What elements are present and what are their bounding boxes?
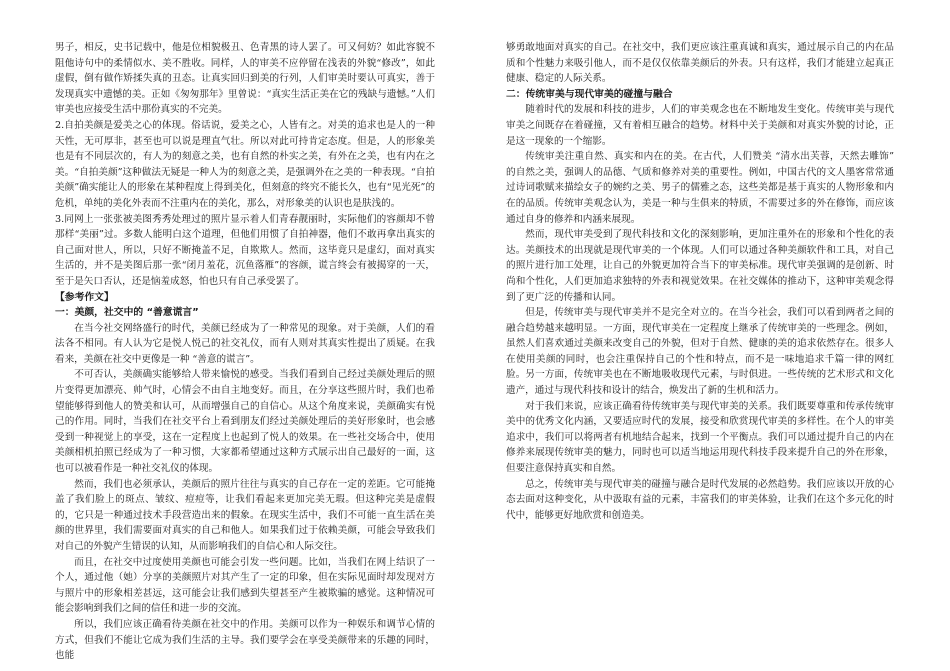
intro-paragraph: 男子，相反，史书记载中，他是位相貌极丑、色青黑的诗人罢了。可又何妨？如此容貌不阻他诗句中的柔情似水、美不胜收。同样，人的审美不应停留在浅表的外貌“修改”，如此虚假，倒有做作矫揉失真的丑态。让真实回归到美的行列，人们审美时要认可真实，善于发现真实中遗憾的美。正如《匆匆那年》里曾说：“真实生活正美在它的残缺与遗憾。”人们审美也应接受生活中那份真实的不完美。 [55,42,435,116]
analysis-point-3: 3.同网上一张张被美图秀秀处理过的照片显示着人们青春靓丽时，实际他们的容颜却不曾那样“美丽”过。多数人能明白这个道理，但他们用惯了自拍神器，他们不敢再拿出真实的自己面对世人，所以，只好不断掩盖不足，自欺欺人。然而，这毕竟只是虚幻，面对真实生活的，并不是美图后那一张“闭月羞花，沉鱼落雁”的容颜，谎言终会有被揭穿的一天，至于是矢口否认，还是恼羞成怒，怕也只有自己承受罢了。 [55,213,435,287]
section-2-paragraph: 总之，传统审美与现代审美的碰撞与融合是时代发展的必然趋势。我们应该以开放的心态去面对这种变化，从中汲取有益的元素，丰富我们的审美体验，让我们在这个多元化的时代中，能够更好地欣赏和创造美。 [506,478,894,521]
section-1-paragraph: 不可否认，美颜确实能够给人带来愉悦的感受。当我们看到自己经过美颜处理后的照片变得更加漂亮、帅气时，心情会不由自主地变好。而且，在分享这些照片时，我们也希望能够得到他人的赞美和认可，从而增强自己的自信心。从这个角度来说，美颜确实有悦己的作用。同时，当我们在社交平台上看到朋友们经过美颜处理后的美好形象时，也会感受到一种视觉上的享受，这在一定程度上也起到了悦人的效果。在一些社交场合中，使用美颜相机拍照已经成为了一种习惯，大家都希望通过这种方式展示出自己最好的一面，这也可以被看作是一种社交礼仪的体现。 [55,369,435,475]
reference-essay-heading: 【参考作文】 [55,291,114,303]
analysis-point-2: 2.自拍美颜是爱美之心的体现。俗话说，爱美之心，人皆有之。对美的追求也是人的一种天性，无可厚非，甚至也可以说是理直气壮。所以对此可持肯定态度。但是，人的形象美也是有不同层次的，有人为的刻意之美，也有自然的朴实之美，有外在之美，也有内在之美。“自拍美颜”这种做法无疑是一种人为的刻意之美，是强调外在之美的一种表现。“自拍美颜”确实能让人的形象在某种程度上得到美化，但刻意的终究不能长久，也有“见光死”的危机，单纯的美化外表而不注重内在的美化，那么，对形象美的认识也是肤浅的。 [55,119,435,209]
section-1-heading: 一：美颜，社交中的 “善意谎言” [55,307,199,319]
section-1-paragraph: 而且，在社交中过度使用美颜也可能会引发一些问题。比如，当我们在网上结识了一个人，通过他（她）分享的美颜照片对其产生了一定的印象，但在实际见面时却发现对方与照片中的形象相差甚远，这可能会让我们感到失望甚至产生被欺骗的感觉。这种情况可能会影响到我们之间的信任和进一步的交流。 [55,556,435,615]
section-2-paragraph: 然而，现代审美受到了现代科技和文化的深刻影响，更加注重外在的形象和个性化的表达。美颜技术的出现就是现代审美的一个体现。人们可以通过各种美颜软件和工具，对自己的照片进行加工处理，让自己的外貌更加符合当下的审美标准。现代审美强调的是创新、时尚和个性化，人们更加追求独特的外表和视觉效果。在社交媒体的推动下，这种审美观念得到了更广泛的传播和认同。 [506,229,894,303]
section-2-paragraph: 随着时代的发展和科技的进步，人们的审美观念也在不断地发生变化。传统审美与现代审美之间既存在着碰撞，又有着相互融合的趋势。材料中关于美颜和对真实外貌的讨论，正是这一现象的一个缩影。 [506,104,894,147]
section-2-paragraph: 对于我们来说，应该正确看待传统审美与现代审美的关系。我们既要尊重和传承传统审美中的优秀文化内涵，又要适应时代的发展，接受和欣赏现代审美的多样性。在个人的审美追求中，我们可以将两者有机地结合起来，找到一个平衡点。我们可以通过提升自己的内在修养来展现传统审美的魅力，同时也可以适当地运用现代科技手段来提升自己的外在形象，但要注意保持真实和自然。 [506,400,894,475]
section-1-paragraph: 所以，我们应该正确看待美颜在社交中的作用。美颜可以作为一种娱乐和调节心情的方式，但我们不能让它成为我们生活的主导。我们要学会在享受美颜带来的乐趣的同时，也能 [55,618,435,662]
section-1-paragraph: 在当今社交网络盛行的时代，美颜已经成为了一种常见的现象。对于美颜，人们的看法各不相同。有人认为它是悦人悦己的社交礼仪，而有人则对其真实性提出了质疑。在我看来，美颜在社交中更像是一种 “善意的谎言”。 [55,322,435,365]
section-1-continuation: 够勇敢地面对真实的自己。在社交中，我们更应该注重真诚和真实，通过展示自己的内在品质和个性魅力来吸引他人，而不是仅仅依靠美颜后的外表。只有这样，我们才能建立起真正健康、稳定的人际关系。 [506,42,894,85]
left-column [55,40,435,664]
section-2-heading: 二：传统审美与现代审美的碰撞与融合 [506,88,673,100]
section-2-paragraph: 但是，传统审美与现代审美并不是完全对立的。在当今社会，我们可以看到两者之间的融合趋势越来越明显。一方面，现代审美在一定程度上继承了传统审美的一些理念。例如，虽然人们喜欢通过美颜来改变自己的外貌，但对于自然、健康的美的追求依然存在。很多人在使用美颜的同时，也会注重保持自己的个性和特点，而不是一味地追求千篇一律的网红脸。另一方面，传统审美也在不断地吸收现代元素，与时俱进。一些传统的艺术形式和文化遗产，通过与现代科技和设计的结合，焕发出了新的生机和活力。 [506,307,894,397]
right-column [506,40,894,523]
section-1-paragraph: 然而，我们也必须承认，美颜后的照片往往与真实的自己存在一定的差距。它可能掩盖了我们脸上的斑点、皱纹、痘痘等，让我们看起来更加完美无瑕。但这种完美是虚假的，它只是一种通过技术手段营造出来的假象。在现实生活中，我们不可能一直生活在美颜的世界里，我们需要面对真实的自己和他人。如果我们过于依赖美颜，可能会导致我们对自己的外貌产生错误的认知，从而影响我们的自信心和人际交往。 [55,478,435,552]
section-2-paragraph: 传统审美注重自然、真实和内在的美。在古代，人们赞美 “清水出芙蓉，天然去雕饰” 的自然之美，强调人的品德、气质和修养对美的重要性。例如，中国古代的文人墨客常常通过诗词歌赋来描绘女子的婉约之美、男子的儒雅之态，这些美都是基于真实的人物形象和内在的品质。传统审美观念认为，美是一种与生俱来的特质，不需要过多的外在修饰，而应该通过自身的修养和内涵来展现。 [506,151,894,225]
